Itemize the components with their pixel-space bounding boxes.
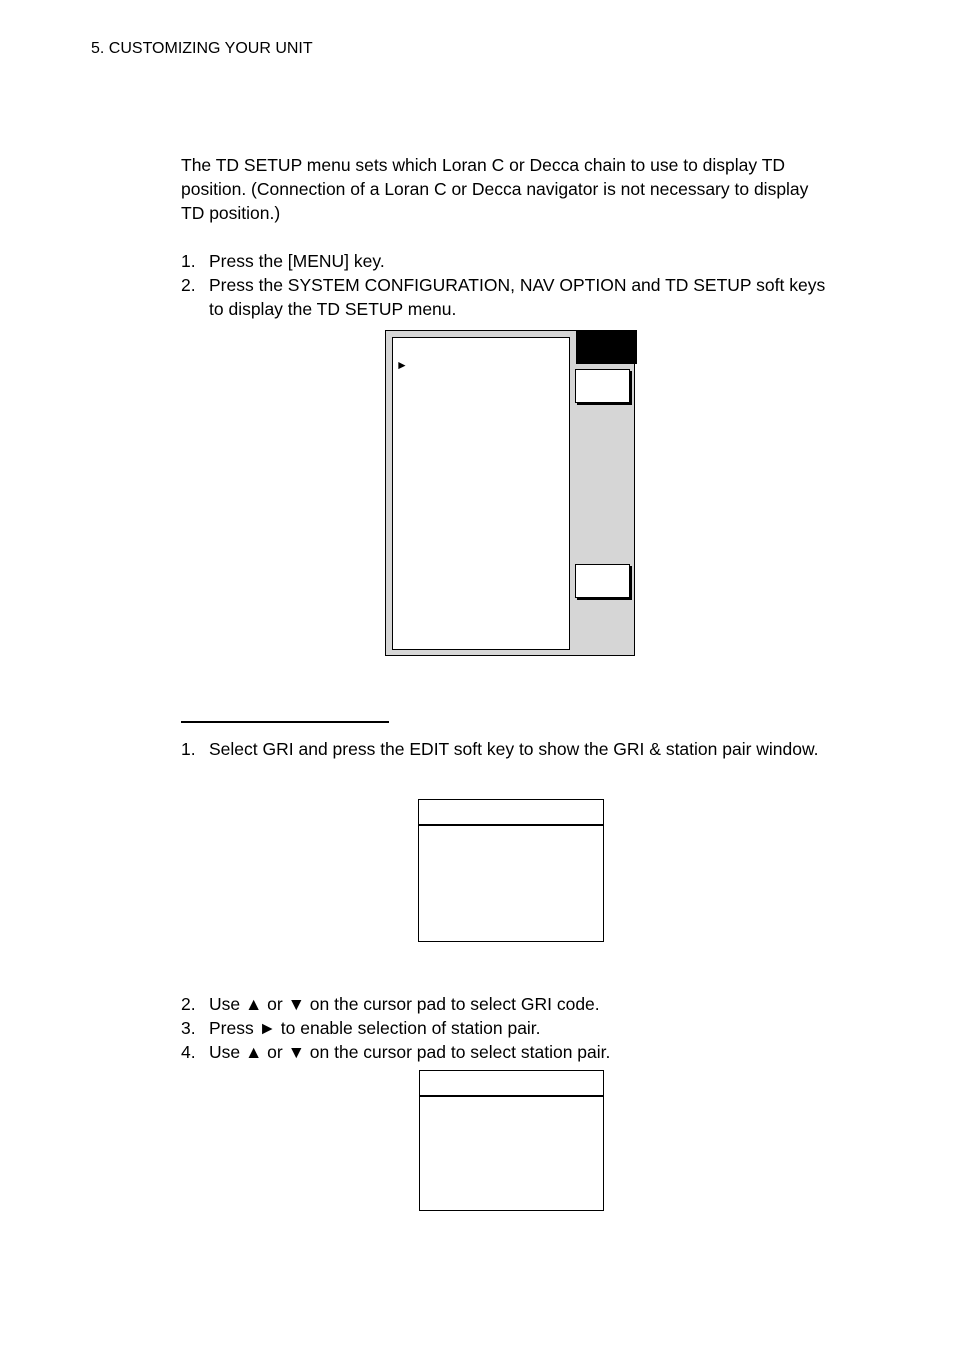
steps-list-a	[181, 249, 841, 321]
step-text: Use ▲ or ▼ on the cursor pad to select GRI code.	[209, 994, 600, 1014]
step-text: Press ► to enable selection of station pair.	[209, 1018, 541, 1038]
step-text: Use ▲ or ▼ on the cursor pad to select station pair.	[209, 1042, 611, 1062]
step-item	[181, 992, 841, 1016]
window-title-bar	[420, 1071, 603, 1097]
gri-station-pair-window	[418, 799, 604, 942]
return-softkey[interactable]	[575, 564, 630, 598]
step-item	[181, 249, 841, 273]
step-item	[181, 1040, 841, 1064]
cursor-pointer-icon: ►	[396, 358, 408, 372]
step-item	[181, 737, 841, 761]
step-item	[181, 1016, 841, 1040]
step-text: Press the SYSTEM CONFIGURATION, NAV OPTION and TD SETUP soft keys to display the TD SETUP menu.	[209, 275, 826, 319]
station-pair-window	[419, 1070, 604, 1211]
intro-paragraph: The TD SETUP menu sets which Loran C or Decca chain to use to display TD position. (Connection of a Loran C or Decca navigator is not necessary to display TD position.)	[181, 155, 809, 223]
step-text: Select GRI and press the EDIT soft key to show the GRI & station pair window.	[209, 739, 819, 759]
step-item	[181, 273, 841, 321]
page-header: 5. CUSTOMIZING YOUR UNIT	[91, 40, 313, 57]
step-number: 3.	[181, 1018, 196, 1038]
step-text: Press the [MENU] key.	[209, 251, 385, 271]
step-number: 1.	[181, 739, 196, 759]
steps-list-c	[181, 992, 841, 1064]
softkey-title-block	[576, 330, 637, 364]
step-number: 2.	[181, 275, 196, 295]
steps-list-b	[181, 737, 841, 761]
edit-softkey[interactable]	[575, 369, 630, 403]
menu-list-area	[392, 337, 570, 650]
window-title-bar	[419, 800, 603, 826]
step-number: 1.	[181, 251, 196, 271]
step-number: 2.	[181, 994, 196, 1014]
td-setup-menu-figure	[385, 330, 635, 656]
step-number: 4.	[181, 1042, 196, 1062]
section-heading-rule	[181, 721, 389, 723]
